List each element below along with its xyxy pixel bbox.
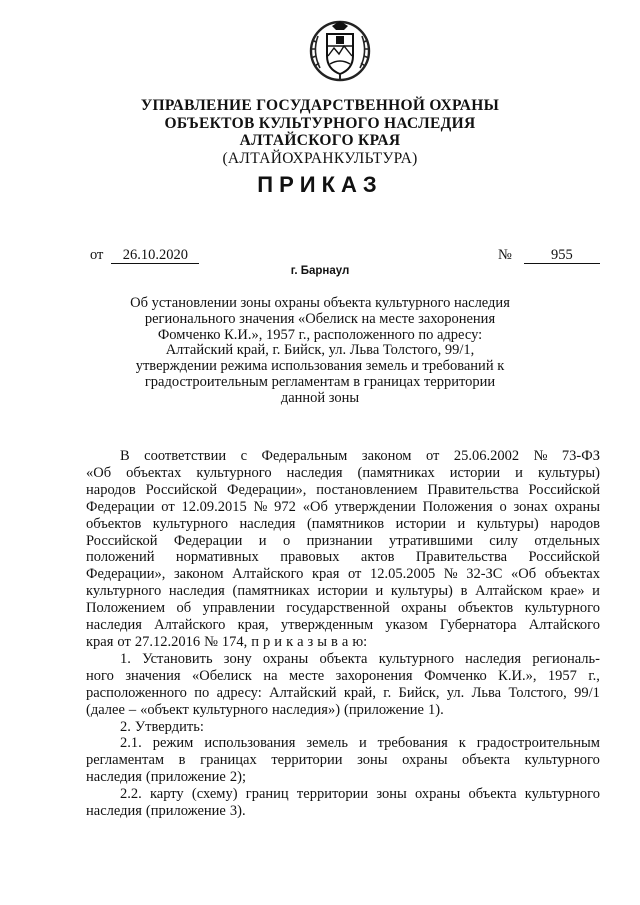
body-word: з	[307, 633, 314, 650]
body-word: 99/1	[574, 684, 600, 701]
body-line	[86, 533, 600, 550]
body-word: и	[592, 583, 600, 600]
body-line	[86, 549, 600, 566]
agency-line: УПРАВЛЕНИЕ ГОСУДАРСТВЕННОЙ ОХРАНЫ	[140, 97, 500, 114]
body-word: истории	[317, 583, 368, 600]
body-word: ю:	[352, 633, 368, 650]
body-line	[86, 702, 600, 719]
body-word: культурного	[86, 583, 162, 600]
body-word: п	[251, 633, 260, 650]
body-word: охраны	[262, 650, 309, 667]
body-word: наследия	[239, 515, 296, 532]
body-word: культуры)	[537, 464, 600, 481]
body-word: управлении	[202, 600, 275, 617]
body-word: (памятников	[306, 515, 385, 532]
body-word: 2.2.	[120, 786, 142, 803]
body-word: наследия	[86, 803, 142, 820]
body-word: и	[358, 735, 367, 752]
body-word: истории	[449, 464, 501, 481]
body-line	[86, 600, 600, 617]
body-word: 174,	[221, 633, 248, 650]
body-word: культурного	[192, 701, 269, 718]
body-word: в	[331, 633, 338, 650]
body-word: охраны	[554, 498, 600, 515]
date-prefix: от	[90, 247, 104, 263]
body-word: Российской	[145, 481, 218, 498]
body-word: соответствии	[144, 448, 227, 464]
body-word: народов	[86, 481, 136, 498]
body-word: силу	[489, 532, 518, 549]
body-line	[86, 448, 600, 465]
body-word: объектах	[126, 464, 182, 481]
body-word: Бийск,	[398, 684, 440, 701]
body-word: отдельных	[534, 532, 600, 549]
body-word: «Об	[511, 566, 537, 583]
body-word: «Об	[86, 464, 112, 481]
body-word: режим	[152, 735, 194, 752]
body-word: значения	[125, 667, 181, 684]
body-word: 972	[274, 498, 296, 515]
body-word: охраны	[414, 786, 461, 803]
body-word: культурного	[196, 464, 272, 481]
body-word: культуры)	[476, 515, 539, 532]
body-word: края,	[237, 617, 269, 634]
body-word: положений	[86, 549, 155, 566]
body-word: 1).	[427, 701, 444, 718]
body-word: от	[347, 566, 362, 583]
body-word: захоронения	[335, 667, 413, 684]
body-word: границах	[200, 752, 257, 769]
body-word: Льва	[471, 684, 502, 701]
body-word: градостроительным	[476, 735, 600, 752]
body-word: 1.	[120, 650, 131, 667]
body-word: Положением	[86, 600, 166, 617]
body-word: г.	[383, 684, 392, 701]
body-line	[86, 465, 600, 482]
body-word: (приложение	[344, 701, 424, 718]
body-word: наследия	[465, 650, 522, 667]
body-word: утверждении	[334, 498, 416, 515]
body-word: г.,	[588, 667, 600, 684]
body-word: 2.	[120, 718, 131, 735]
body-word: к	[458, 735, 466, 752]
body-word: Алтайского	[154, 617, 226, 634]
body-word: р	[263, 633, 271, 650]
body-word: Утвердить:	[134, 718, 204, 735]
body-word: ул.	[446, 684, 465, 701]
body-word: земель	[306, 735, 348, 752]
body-word: к	[286, 633, 294, 650]
body-word: края	[311, 566, 340, 583]
body-word: Российской	[86, 532, 158, 549]
body-word: 3).	[229, 803, 246, 820]
document-type-title: ПРИКАЗ	[257, 172, 383, 197]
coat-of-arms-emblem	[306, 16, 374, 84]
body-line	[86, 803, 600, 820]
body-word: (приложение	[145, 803, 226, 820]
body-word: Российской	[528, 549, 600, 566]
body-word: 32-ЗС	[466, 566, 503, 583]
body-word: законом	[361, 448, 412, 464]
body-word: В	[120, 448, 130, 464]
body-word: Алтайском	[475, 583, 543, 600]
body-word: и	[274, 633, 283, 650]
body-word: утратившими	[388, 532, 473, 549]
body-word: постановлением	[316, 481, 418, 498]
body-word: наследия	[168, 583, 225, 600]
body-word: месте	[288, 667, 325, 684]
body-line	[86, 685, 600, 702]
body-line	[86, 735, 600, 752]
body-word: Федерации»,	[227, 481, 307, 498]
body-word: на	[263, 667, 278, 684]
body-word: «Обелиск	[192, 667, 252, 684]
body-word: Федеральным	[261, 448, 348, 464]
body-word: народов	[550, 515, 600, 532]
body-word: (приложение	[145, 769, 226, 786]
body-word: от	[425, 448, 440, 464]
body-word: культурного	[524, 786, 600, 803]
body-line	[86, 719, 600, 736]
body-word: наследия»)	[272, 701, 341, 718]
body-word: законом	[173, 566, 224, 583]
body-word: 12.09.2015	[181, 498, 247, 515]
subject-line: Об установлении зоны охраны объекта культурного наследия	[130, 295, 510, 311]
body-word: от	[161, 498, 175, 515]
body-word: (схему)	[191, 786, 238, 803]
body-word: края	[86, 633, 114, 650]
body-word: требования	[377, 735, 448, 752]
body-word: (далее	[86, 701, 125, 718]
body-word: –	[128, 701, 137, 718]
body-word: крае»	[550, 583, 585, 600]
body-word: нормативных	[175, 549, 259, 566]
body-word: №	[533, 448, 548, 464]
body-word: Толстого,	[508, 684, 567, 701]
number-row	[498, 247, 600, 264]
body-word: культурного	[524, 600, 600, 617]
body-word: с	[240, 448, 248, 464]
body-word: в	[460, 583, 468, 600]
body-word: Фомченко	[424, 667, 487, 684]
body-word: объекта	[468, 786, 517, 803]
body-word: и	[457, 515, 466, 532]
body-word: о	[282, 532, 291, 549]
body-line	[86, 786, 600, 803]
body-word: регламентам	[86, 752, 165, 769]
body-line	[86, 583, 600, 600]
body-word: и	[258, 532, 267, 549]
body-line	[86, 634, 600, 651]
body-word: зоны	[376, 786, 407, 803]
body-word: 25.06.2002	[453, 448, 520, 464]
agency-line: ОБЪЕКТОВ КУЛЬТУРНОГО НАСЛЕДИЯ	[164, 114, 476, 132]
body-word: а	[297, 633, 304, 650]
body-word: ного	[86, 667, 114, 684]
body-word: и	[375, 583, 384, 600]
subject-line: Фомченко К.И.», 1957 г., расположенного по адресу:	[157, 326, 483, 343]
body-word: объекта	[319, 650, 368, 667]
body-word: №	[253, 498, 268, 515]
body-word: «Об	[302, 498, 328, 515]
order-subject	[100, 296, 540, 407]
body-word: истории	[395, 515, 446, 532]
body-word: адресу:	[216, 684, 262, 701]
body-word: культурного	[378, 650, 454, 667]
body-word: объекта	[462, 752, 511, 769]
body-word: зоны	[357, 752, 388, 769]
order-date: 26.10.2020	[111, 248, 199, 264]
body-word: охраны	[402, 752, 448, 769]
body-line	[86, 668, 600, 685]
body-word: объектов	[86, 515, 142, 532]
body-word: утвержденным	[280, 617, 374, 634]
body-word: зону	[223, 650, 252, 667]
body-word: признании	[306, 532, 373, 549]
body-word: правовых	[280, 549, 340, 566]
date-row	[90, 247, 199, 264]
body-line	[86, 617, 600, 634]
body-line	[86, 769, 600, 786]
body-word: (памятниках	[232, 583, 310, 600]
body-word: 73-ФЗ	[561, 448, 600, 464]
body-word: а	[341, 633, 349, 650]
body-word: край,	[343, 684, 376, 701]
body-word: Губернатора	[439, 617, 517, 634]
body-word: о	[499, 498, 507, 515]
body-word: 12.05.2005	[369, 566, 436, 583]
body-word: в	[178, 752, 186, 769]
body-word: культурного	[524, 752, 600, 769]
body-word: и	[515, 464, 523, 481]
order-number: 955	[524, 248, 600, 264]
body-word: территории	[296, 786, 369, 803]
agency-line: АЛТАЙСКОГО КРАЯ	[239, 132, 401, 149]
body-word: объектах	[544, 566, 600, 583]
body-word: наследия	[286, 464, 343, 481]
agency-name	[80, 97, 560, 167]
body-word: охраны	[401, 600, 447, 617]
body-word: Федерации»,	[86, 566, 166, 583]
body-word: Алтайского	[528, 617, 600, 634]
body-word: культурного	[152, 515, 229, 532]
number-prefix: №	[498, 247, 512, 263]
body-word: актов	[360, 549, 395, 566]
order-body	[86, 448, 600, 820]
body-word: по	[194, 684, 210, 701]
body-word: Алтайского	[232, 566, 304, 583]
body-word: Федерации	[86, 498, 155, 515]
body-word: Федерации	[173, 532, 243, 549]
body-word: региональ-	[532, 650, 600, 667]
body-word: К.И.»,	[498, 667, 537, 684]
body-word: 27.12.2016	[134, 633, 201, 650]
body-word: Российской	[528, 481, 600, 498]
body-word: Установить	[142, 650, 213, 667]
body-word: Правительства	[415, 549, 508, 566]
subject-line: данной зоны	[280, 389, 360, 406]
body-line	[86, 566, 600, 583]
body-word: карту	[149, 786, 184, 803]
body-word: наследия	[86, 769, 142, 786]
issue-city: г. Барнаул	[290, 265, 350, 277]
body-word: объектов	[457, 600, 514, 617]
body-line	[86, 752, 600, 769]
subject-line: градостроительным регламентам в границах территории	[144, 373, 496, 390]
body-word: указом	[385, 617, 428, 634]
body-word: расположенного	[86, 684, 187, 701]
subject-line: Алтайский край, г. Бийск, ул. Льва Толстого, 99/1,	[165, 342, 475, 359]
subject-line: регионального значения «Обелиск на месте захоронения	[144, 310, 496, 327]
body-word: 1957	[547, 667, 577, 684]
body-word: использования	[204, 735, 296, 752]
body-word: государственной	[286, 600, 390, 617]
body-word: 2.1.	[120, 735, 142, 752]
body-word: №	[443, 566, 458, 583]
body-word: от	[117, 633, 131, 650]
body-line	[86, 516, 600, 533]
body-line	[86, 499, 600, 516]
body-word: наследия	[86, 617, 142, 634]
agency-line: (АЛТАЙОХРАНКУЛЬТУРА)	[222, 149, 418, 167]
body-line	[86, 482, 600, 499]
subject-line: утверждении режима использования земель и требований к	[135, 358, 505, 375]
body-word: (памятниках	[357, 464, 435, 481]
body-word: территории	[271, 752, 343, 769]
body-word: ы	[317, 633, 328, 650]
body-word: №	[204, 633, 218, 650]
body-word: Правительства	[427, 481, 519, 498]
body-word: культуры)	[390, 583, 453, 600]
body-word: границ	[245, 786, 289, 803]
body-word: Положения	[422, 498, 493, 515]
body-word: 2);	[229, 769, 246, 786]
body-word: об	[176, 600, 192, 617]
body-word: «объект	[140, 701, 189, 718]
body-line	[86, 651, 600, 668]
body-word: Алтайский	[269, 684, 337, 701]
body-word: зонах	[513, 498, 548, 515]
